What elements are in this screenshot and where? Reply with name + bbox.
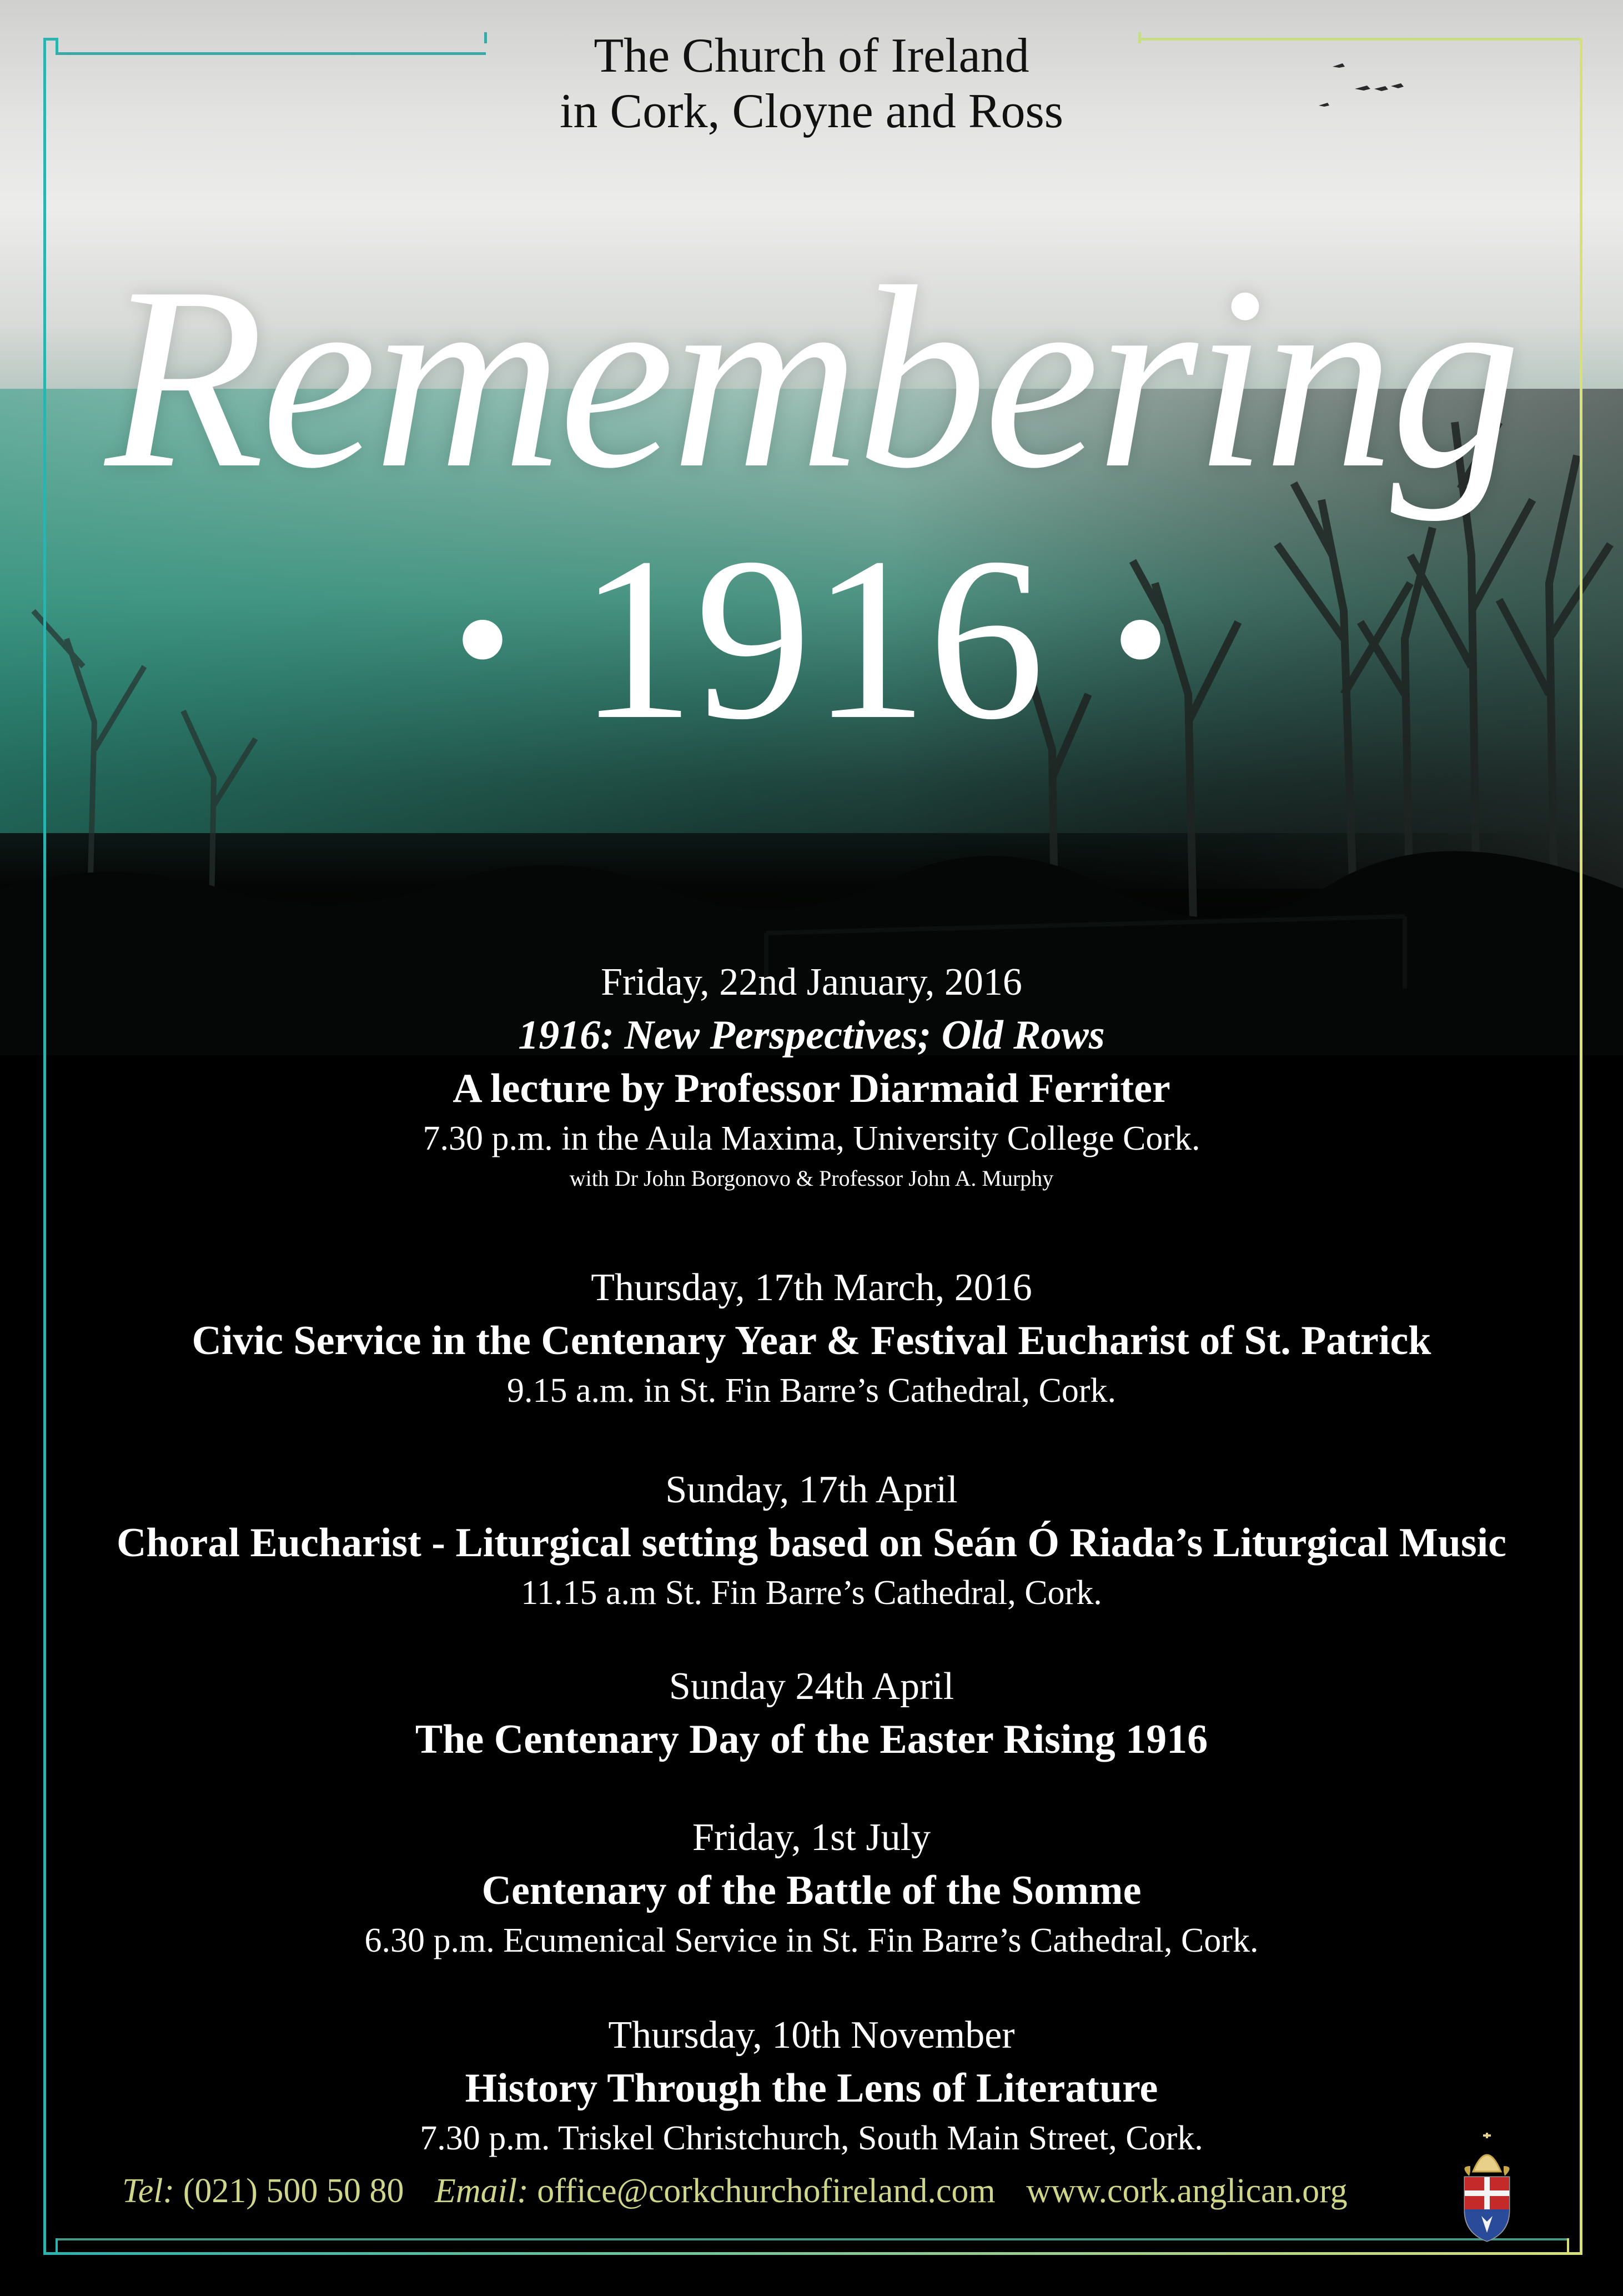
email-label: Email: — [434, 2172, 529, 2210]
event-note: with Dr John Borgonovo & Professor John A. Murphy — [569, 1166, 1054, 1191]
event-detail: 7.30 p.m. in the Aula Maxima, University College Cork. — [423, 1120, 1200, 1157]
event-date: Thursday, 10th November — [608, 2014, 1015, 2057]
event-6 — [0, 2009, 1623, 2162]
event-title: Centenary of the Battle of the Somme — [481, 1868, 1142, 1913]
tel-label: Tel: — [122, 2172, 175, 2210]
organisation-line-1: The Church of Ireland — [594, 29, 1029, 83]
event-2 — [0, 1262, 1623, 1414]
frame-bottom — [43, 2252, 1582, 2255]
event-title: 1916: New Perspectives; Old Rows — [518, 1012, 1105, 1058]
event-date: Friday, 1st July — [692, 1816, 931, 1859]
frame-corner — [1567, 2238, 1569, 2253]
event-detail: 9.15 a.m. in St. Fin Barre’s Cathedral, Cork. — [507, 1372, 1116, 1410]
event-3 — [0, 1464, 1623, 1616]
event-date: Friday, 22nd January, 2016 — [601, 961, 1022, 1004]
crest-icon — [1454, 2133, 1520, 2244]
event-1 — [0, 956, 1623, 1195]
email-link[interactable]: office@corkchurchofireland.com — [537, 2172, 996, 2210]
decorative-dot: • — [1111, 547, 1170, 731]
poster-title: Remembering — [105, 233, 1518, 522]
frame-bottom-inner — [56, 2238, 1567, 2240]
event-subtitle: A lecture by Professor Diarmaid Ferriter — [453, 1066, 1170, 1111]
frame-corner — [56, 2238, 58, 2253]
website-link[interactable]: www.cork.anglican.org — [1026, 2172, 1348, 2210]
event-date: Thursday, 17th March, 2016 — [591, 1266, 1032, 1309]
event-detail: 6.30 p.m. Ecumenical Service in St. Fin Barre’s Cathedral, Cork. — [364, 1922, 1259, 1959]
event-title: History Through the Lens of Literature — [465, 2066, 1158, 2111]
event-5 — [0, 1812, 1623, 1964]
event-detail: 11.15 a.m St. Fin Barre’s Cathedral, Cork. — [521, 1574, 1102, 1612]
event-detail: 7.30 p.m. Triskel Christchurch, South Main Street, Cork. — [420, 2119, 1203, 2157]
poster-year-row — [0, 509, 1623, 768]
event-date: Sunday 24th April — [669, 1665, 954, 1708]
event-date: Sunday, 17th April — [665, 1468, 958, 1511]
event-title: The Centenary Day of the Easter Rising 1916 — [415, 1717, 1208, 1762]
event-4 — [0, 1661, 1623, 1766]
decorative-dot: • — [453, 547, 512, 731]
contact-bar — [122, 2169, 1348, 2213]
tel-number: (021) 500 50 80 — [183, 2172, 404, 2210]
event-title: Civic Service in the Centenary Year & Festival Eucharist of St. Patrick — [192, 1318, 1431, 1363]
poster-year: 1916 — [578, 509, 1045, 768]
event-title: Choral Eucharist - Liturgical setting based on Seán Ó Riada’s Liturgical Music — [116, 1520, 1507, 1566]
organisation-line-2: in Cork, Cloyne and Ross — [560, 84, 1063, 138]
